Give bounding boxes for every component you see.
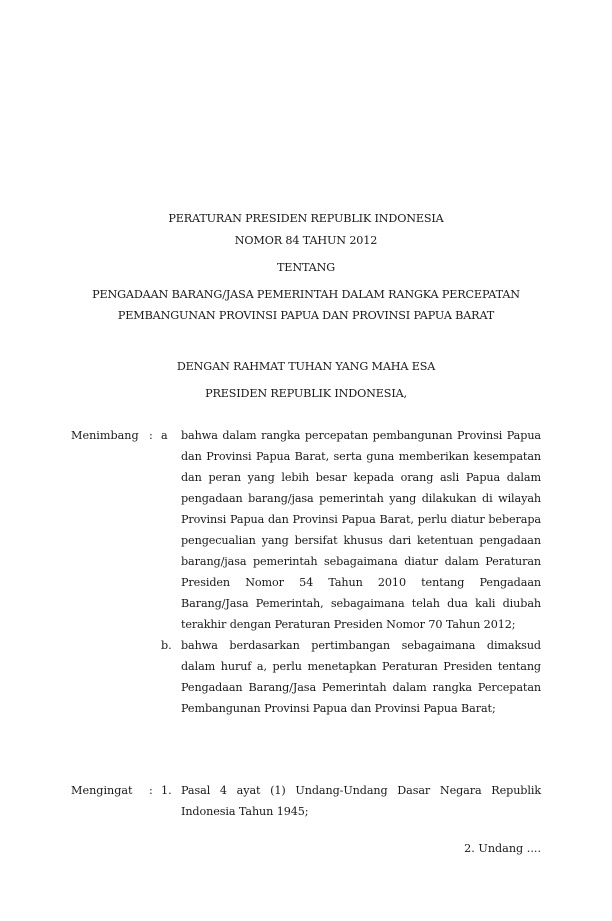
item-marker: 1. <box>161 784 172 797</box>
regulation-number: NOMOR 84 TAHUN 2012 <box>234 234 378 247</box>
item-text: bahwa berdasarkan pertimbangan sebagaimana dimaksud dalam huruf a, perlu menetapkan Peraturan Presiden tentang Pengadaan Barang/Jasa Pemerintah dalam rangka Percepatan Pembangunan Provinsi Papua dan Provinsi Papua Barat; <box>181 639 541 715</box>
mengingat-label: Mengingat <box>71 784 133 797</box>
item-marker: b. <box>161 639 172 652</box>
menimbang-section <box>71 425 541 719</box>
preamble-line-1: DENGAN RAHMAT TUHAN YANG MAHA ESA <box>176 360 436 373</box>
menimbang-item-a <box>161 425 541 635</box>
menimbang-colon: : <box>149 429 153 442</box>
menimbang-label: Menimbang <box>71 429 139 442</box>
regulation-title: PERATURAN PRESIDEN REPUBLIK INDONESIA <box>168 212 444 225</box>
preamble-line-2: PRESIDEN REPUBLIK INDONESIA, <box>205 387 407 400</box>
regulation-subject-line-2: PEMBANGUNAN PROVINSI PAPUA DAN PROVINSI PAPUA BARAT <box>117 309 495 322</box>
item-text: Pasal 4 ayat (1) Undang-Undang Dasar Negara Republik Indonesia Tahun 1945; <box>181 784 541 818</box>
tentang-heading: TENTANG <box>276 261 336 274</box>
menimbang-item-b <box>161 635 541 719</box>
regulation-subject-line-1: PENGADAAN BARANG/JASA PEMERINTAH DALAM RANGKA PERCEPATAN <box>92 288 520 301</box>
page-continuation-marker: 2. Undang .... <box>464 842 541 855</box>
mengingat-section <box>71 780 541 822</box>
item-text: bahwa dalam rangka percepatan pembangunan Provinsi Papua dan Provinsi Papua Barat, serta guna memberikan kesempatan dan peran yang lebih besar kepada orang asli Papua dalam pengadaan barang/jasa pemerintah yang dilakukan di wilayah Provinsi Papua dan Provinsi Papua Barat, perlu diatur beberapa pengecualian yang bersifat khusus dari ketentuan pengadaan barang/jasa pemerintah sebagaimana diatur dalam Peraturan Presiden Nomor 54 Tahun 2010 tentang Pengadaan Barang/Jasa Pemerintah, sebagaimana telah dua kali diubah terakhir dengan Peraturan Presiden Nomor 70 Tahun 2012; <box>181 429 541 631</box>
mengingat-item-1 <box>161 780 541 822</box>
item-marker: a <box>161 429 168 442</box>
mengingat-colon: : <box>149 784 153 797</box>
